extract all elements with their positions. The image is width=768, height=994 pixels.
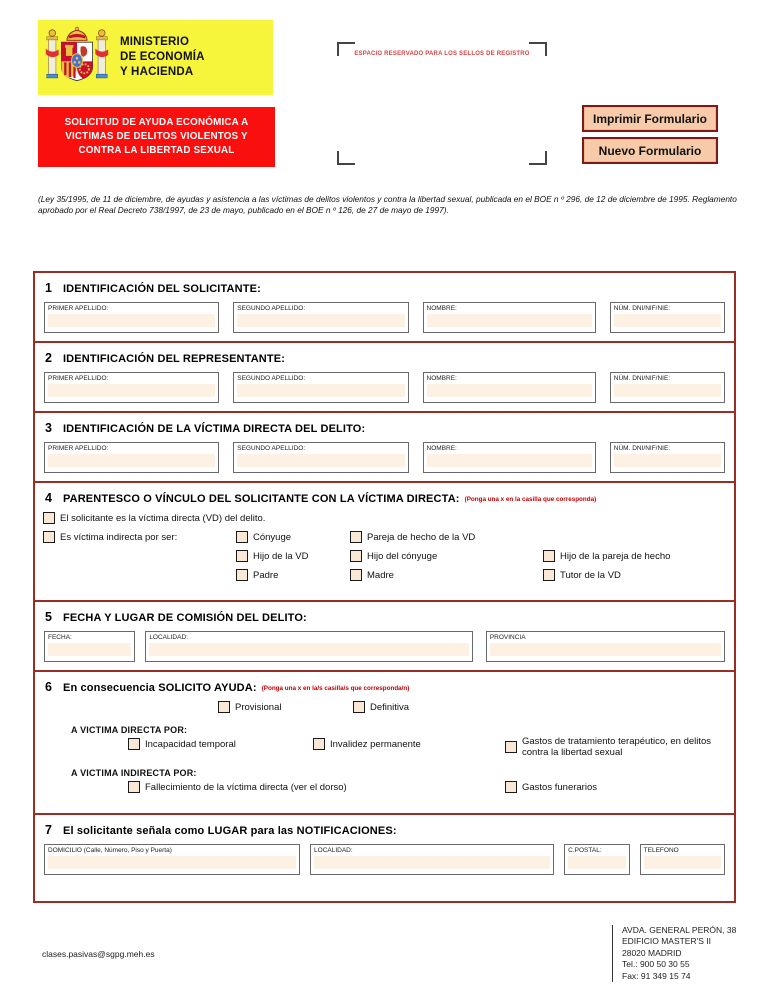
section-number: 6: [45, 680, 52, 694]
checkbox-label: Fallecimiento de la víctima directa (ver el dorso): [145, 781, 347, 793]
checkbox-incapacidad-temporal[interactable]: [128, 738, 140, 750]
field-label: PRIMER APELLIDO:: [48, 445, 109, 452]
form-title-line: SOLICITUD DE AYUDA ECONÓMICA A: [64, 117, 249, 129]
legal-note: (Ley 35/1995, de 11 de diciembre, de ayudas y asistencia a las víctimas de delitos violentos y contra la libertad sexual, publicada en el BOE n º 296, de 12 de diciembre de 1995. Reglamento aprobado por el Real Decreto 738/1997, de 23 de mayo, publicado en el BOE n º 126, de 27 de mayo de 1997).: [38, 194, 737, 216]
field-label: SEGUNDO APELLIDO:: [237, 305, 306, 312]
field-label: LOCALIDAD:: [149, 634, 188, 641]
input-nombre-victima[interactable]: [427, 454, 592, 467]
section-number: 7: [45, 823, 52, 837]
field-label: LOCALIDAD:: [314, 847, 353, 854]
field-label: NÚM. DNI/NIF/NIE:: [613, 445, 671, 452]
checkbox-label: Pareja de hecho de la VD: [367, 531, 476, 543]
field-segundo-apellido-victima: [233, 442, 408, 473]
checkbox-gastos-tratamiento[interactable]: [505, 741, 517, 753]
section-fecha-lugar: [35, 602, 734, 672]
checkbox-conyuge[interactable]: [236, 531, 248, 543]
section-identificacion-solicitante: [35, 273, 734, 343]
checkbox-tutor[interactable]: [543, 569, 555, 581]
input-primer-apellido-victima[interactable]: [48, 454, 215, 467]
form-title-line: CONTRA LA LIBERTAD SEXUAL: [78, 144, 235, 156]
checkbox-label: Provisional: [235, 701, 282, 713]
field-segundo-apellido-representante: [233, 372, 408, 403]
checkbox-label: Padre: [253, 569, 279, 581]
checkbox-label: Gastos de tratamiento terapéutico, en delitos contra la libertad sexual: [522, 736, 712, 759]
section-note: (Ponga una x en la casilla que corresponda): [464, 496, 597, 503]
input-nombre-solicitante[interactable]: [427, 314, 592, 327]
new-form-button[interactable]: Nuevo Formulario: [582, 137, 718, 164]
field-provincia-delito: [486, 631, 725, 662]
footer-address: [612, 925, 736, 982]
checkbox-label: Gastos funerarios: [522, 781, 597, 793]
section-identificacion-victima: [35, 413, 734, 483]
field-label: SEGUNDO APELLIDO:: [237, 375, 306, 382]
section-title: IDENTIFICACIÓN DEL SOLICITANTE:: [62, 283, 261, 295]
field-label: FECHA:: [48, 634, 72, 641]
input-dni-solicitante[interactable]: [614, 314, 721, 327]
section-number: 5: [45, 610, 52, 624]
section-title: FECHA Y LUGAR DE COMISIÓN DEL DELITO:: [62, 612, 307, 624]
footer-address-line: EDIFICIO MASTER'S II: [622, 936, 711, 947]
input-domicilio-notificaciones[interactable]: [48, 856, 296, 869]
checkbox-label: Hijo del cónyuge: [367, 550, 438, 562]
field-label: NOMBRE:: [426, 305, 457, 312]
field-label: PRIMER APELLIDO:: [48, 375, 109, 382]
input-primer-apellido-representante[interactable]: [48, 384, 215, 397]
stamp-area-label: ESPACIO RESERVADO PARA LOS SELLOS DE REGISTRO: [354, 51, 530, 57]
section-number: 4: [45, 491, 52, 505]
input-provincia-delito[interactable]: [490, 643, 721, 656]
checkbox-pareja-de-hecho[interactable]: [350, 531, 362, 543]
field-localidad-delito: [145, 631, 473, 662]
input-localidad-notificaciones[interactable]: [314, 856, 550, 869]
input-dni-representante[interactable]: [614, 384, 721, 397]
field-segundo-apellido-solicitante: [233, 302, 408, 333]
field-primer-apellido-representante: [44, 372, 219, 403]
stamp-corner-icon: [337, 151, 355, 165]
input-codigo-postal[interactable]: [568, 856, 626, 869]
field-label: NÚM. DNI/NIF/NIE:: [613, 375, 671, 382]
footer-address-line: Tel.: 900 50 30 55: [622, 959, 690, 970]
checkbox-hijo-conyuge[interactable]: [350, 550, 362, 562]
input-segundo-apellido-representante[interactable]: [237, 384, 404, 397]
footer-address-line: 28020 MADRID: [622, 947, 682, 958]
footer-email: clases.pasivas@sgpg.meh.es: [42, 949, 155, 959]
footer-address-line: Fax: 91 349 15 74: [622, 970, 691, 981]
input-segundo-apellido-victima[interactable]: [237, 454, 404, 467]
input-telefono[interactable]: [644, 856, 721, 869]
section-number: 3: [45, 421, 52, 435]
checkbox-label: Es víctima indirecta por ser:: [60, 531, 178, 543]
field-telefono: [640, 844, 725, 875]
checkbox-label: Invalidez permanente: [330, 738, 421, 750]
field-label: NOMBRE:: [426, 445, 457, 452]
registration-stamp-area: [337, 42, 547, 165]
field-label: C.POSTAL:: [568, 847, 602, 854]
checkbox-label: El solicitante es la víctima directa (VD) del delito.: [60, 512, 266, 524]
input-nombre-representante[interactable]: [427, 384, 592, 397]
ministry-logo-box: [38, 20, 273, 95]
field-label: TELEFONO: [643, 847, 679, 854]
input-fecha-delito[interactable]: [48, 643, 131, 656]
checkbox-definitiva[interactable]: [353, 701, 365, 713]
footer-address-line: AVDA. GENERAL PERÓN, 38: [622, 925, 737, 935]
field-nombre-victima: [423, 442, 596, 473]
print-form-button[interactable]: Imprimir Formulario: [582, 105, 718, 132]
checkbox-label: Cónyuge: [253, 531, 292, 543]
subsection-victima-directa-label: A VICTIMA DIRECTA POR:: [71, 725, 188, 735]
checkbox-label: Madre: [367, 569, 394, 581]
field-dni-representante: [610, 372, 725, 403]
checkbox-label: Hijo de la VD: [253, 550, 309, 562]
checkbox-fallecimiento[interactable]: [128, 781, 140, 793]
checkbox-label: Hijo de la pareja de hecho: [560, 550, 671, 562]
checkbox-victima-indirecta[interactable]: [43, 531, 55, 543]
checkbox-label: Tutor de la VD: [560, 569, 621, 581]
checkbox-provisional[interactable]: [218, 701, 230, 713]
checkbox-hijo-pareja[interactable]: [543, 550, 555, 562]
field-nombre-solicitante: [423, 302, 596, 333]
section-title: IDENTIFICACIÓN DE LA VÍCTIMA DIRECTA DEL DELITO:: [62, 423, 366, 435]
field-label: PRIMER APELLIDO:: [48, 305, 109, 312]
form-title-banner: [38, 107, 275, 167]
checkbox-padre[interactable]: [236, 569, 248, 581]
field-dni-victima: [610, 442, 725, 473]
spain-coat-of-arms-icon: [44, 23, 110, 92]
section-title: IDENTIFICACIÓN DEL REPRESENTANTE:: [62, 353, 286, 365]
checkbox-gastos-funerarios[interactable]: [505, 781, 517, 793]
input-localidad-delito[interactable]: [149, 643, 469, 656]
input-primer-apellido-solicitante[interactable]: [48, 314, 215, 327]
form-container: [33, 271, 736, 903]
field-fecha-delito: [44, 631, 135, 662]
field-codigo-postal: [564, 844, 630, 875]
field-dni-solicitante: [610, 302, 725, 333]
section-note: (Ponga una x en la/s casilla/s que corresponda/n): [261, 685, 410, 692]
section-number: 2: [45, 351, 52, 365]
section-solicito-ayuda: [35, 672, 734, 815]
section-title: El solicitante señala como LUGAR para las NOTIFICACIONES:: [62, 825, 397, 837]
form-title-line: VICTIMAS DE DELITOS VIOLENTOS Y: [65, 131, 248, 143]
section-number: 1: [45, 281, 52, 295]
section-identificacion-representante: [35, 343, 734, 413]
field-label: NÚM. DNI/NIF/NIE:: [613, 305, 671, 312]
checkbox-invalidez-permanente[interactable]: [313, 738, 325, 750]
field-label: SEGUNDO APELLIDO:: [237, 445, 306, 452]
section-notificaciones: [35, 815, 734, 901]
section-parentesco: [35, 483, 734, 602]
field-label: DOMICILIO (Calle, Número, Piso y Puerta): [48, 847, 172, 854]
field-domicilio-notificaciones: [44, 844, 300, 875]
checkbox-label: Definitiva: [370, 701, 410, 713]
input-segundo-apellido-solicitante[interactable]: [237, 314, 404, 327]
section-title: En consecuencia SOLICITO AYUDA:: [62, 682, 257, 694]
checkbox-madre[interactable]: [350, 569, 362, 581]
section-title: PARENTESCO O VÍNCULO DEL SOLICITANTE CON LA VÍCTIMA DIRECTA:: [62, 493, 460, 505]
ministry-name: MINISTERIO DE ECONOMÍA Y HACIENDA: [120, 36, 205, 78]
stamp-corner-icon: [529, 151, 547, 165]
input-dni-victima[interactable]: [614, 454, 721, 467]
checkbox-victima-directa[interactable]: [43, 512, 55, 524]
field-primer-apellido-victima: [44, 442, 219, 473]
field-label: PROVINCIA: [489, 634, 526, 641]
field-primer-apellido-solicitante: [44, 302, 219, 333]
field-label: NOMBRE:: [426, 375, 457, 382]
subsection-victima-indirecta-label: A VICTIMA INDIRECTA POR:: [71, 768, 197, 778]
checkbox-label: Incapacidad temporal: [145, 738, 236, 750]
field-localidad-notificaciones: [310, 844, 554, 875]
checkbox-hijo-vd[interactable]: [236, 550, 248, 562]
field-nombre-representante: [423, 372, 596, 403]
